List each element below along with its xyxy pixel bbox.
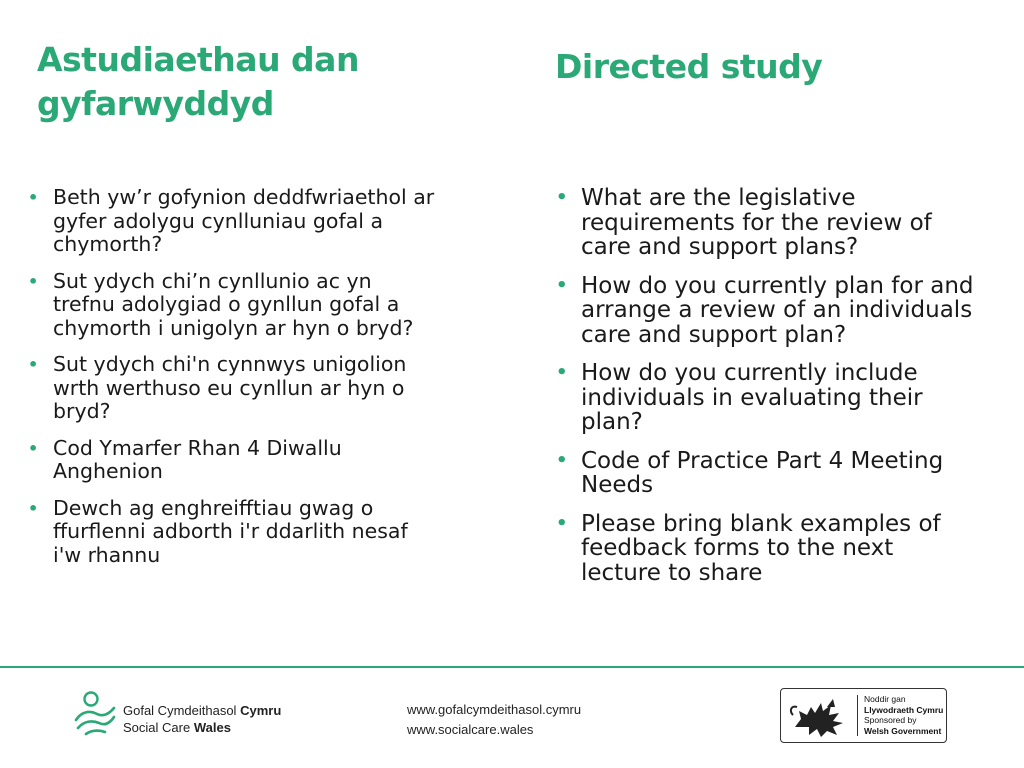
- bullet-icon: •: [556, 512, 568, 534]
- badge-line-3: Sponsored by: [864, 715, 917, 725]
- list-item: [28, 186, 438, 257]
- list-item: [28, 437, 438, 484]
- badge-line-2: Llywodraeth Cymru: [864, 704, 944, 715]
- bullet-icon: •: [556, 274, 568, 296]
- bullet-text: Sut ydych chi'n cynnwys unigolion wrth werthuso eu cynllun ar hyn o bryd?: [53, 352, 407, 423]
- list-item: [28, 270, 438, 341]
- bullet-icon: •: [556, 362, 568, 383]
- bullet-text: Dewch ag enghreifftiau gwag o ffurflenni adborth i'r ddarlith nesaf i'w rhannu: [53, 495, 408, 567]
- footer-urls: [407, 700, 581, 740]
- welsh-bullet-list: [28, 186, 438, 580]
- bullet-icon: •: [28, 271, 39, 291]
- logo-wordmark: [123, 702, 281, 736]
- bullet-icon: •: [556, 449, 568, 471]
- badge-text: [864, 694, 943, 736]
- bullet-text: Cod Ymarfer Rhan 4 Diwallu Anghenion: [53, 435, 342, 483]
- bullet-icon: •: [28, 355, 39, 374]
- badge-line-1: Noddir gan: [864, 694, 906, 704]
- page-title-welsh: Astudiaethau dan gyfarwyddyd: [37, 40, 359, 123]
- logo-english-name: Social Care: [123, 720, 191, 735]
- social-care-wales-logo-icon: [72, 690, 118, 738]
- welsh-dragon-icon: [787, 693, 853, 739]
- list-item: [556, 449, 976, 498]
- footer-divider: [0, 666, 1024, 668]
- bullet-text: Code of Practice Part 4 Meeting Needs: [581, 447, 944, 498]
- bullet-text: What are the legislative requirements for the review of care and support plans?: [581, 185, 932, 260]
- bullet-icon: •: [28, 498, 39, 518]
- bullet-text: How do you currently plan for and arrange a review of an individuals care and support plan?: [581, 272, 974, 348]
- list-item: [28, 497, 438, 568]
- badge-line-4: Welsh Government: [864, 725, 942, 736]
- url-english[interactable]: www.socialcare.wales: [407, 722, 534, 737]
- list-item: [556, 274, 976, 348]
- list-item: [556, 361, 976, 435]
- bullet-text: Beth yw’r gofynion deddfwriaethol ar gyfer adolygu cynlluniau gofal a chymorth?: [53, 185, 435, 256]
- bullet-text: How do you currently include individuals in evaluating their plan?: [581, 360, 923, 435]
- badge-divider: [857, 695, 858, 736]
- social-care-wales-logo: [72, 690, 312, 740]
- bullet-text: Sut ydych chi’n cynllunio ac yn trefnu adolygiad o gynllun gofal a chymorth i unigolyn ar hyn o bryd?: [53, 268, 414, 340]
- welsh-government-badge: [780, 688, 947, 743]
- list-item: [556, 512, 976, 586]
- bullet-icon: •: [28, 188, 39, 207]
- bullet-text: Please bring blank examples of feedback forms to the next lecture to share: [581, 510, 941, 586]
- bullet-icon: •: [28, 438, 39, 458]
- logo-english-name-bold: Wales: [193, 720, 231, 735]
- logo-welsh-name-bold: Cymru: [240, 703, 282, 718]
- list-item: [28, 353, 438, 424]
- bullet-icon: •: [556, 187, 568, 208]
- list-item: [556, 186, 976, 260]
- logo-welsh-name: Gofal Cymdeithasol: [123, 703, 237, 718]
- url-welsh[interactable]: www.gofalcymdeithasol.cymru: [407, 702, 582, 717]
- page-title-english: Directed study: [555, 47, 823, 86]
- english-bullet-list: [556, 186, 976, 599]
